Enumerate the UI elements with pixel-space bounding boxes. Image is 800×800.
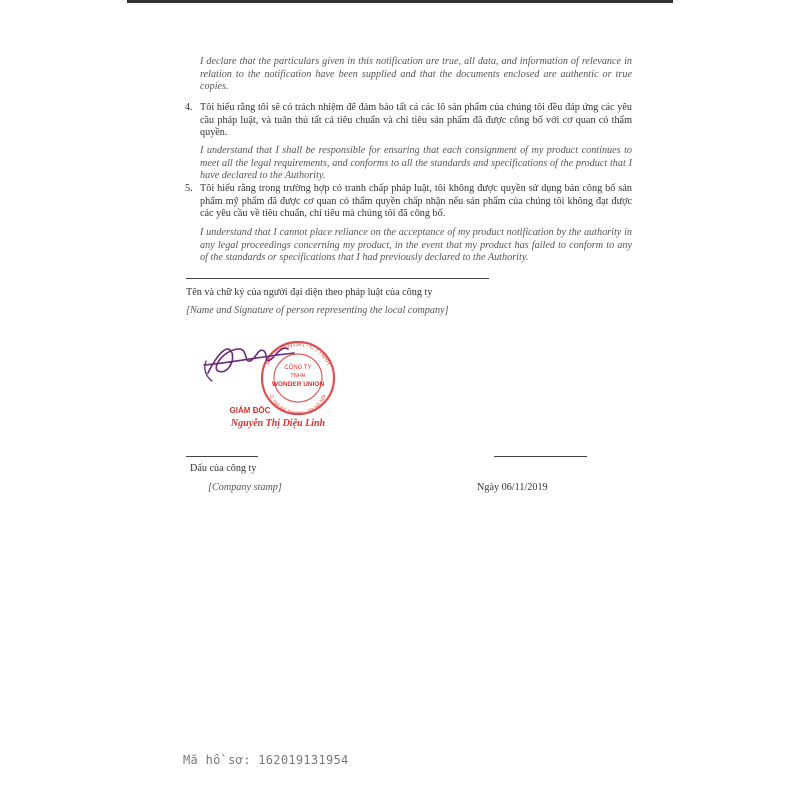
item-4-en: I understand that I shall be responsible for ensuring that each consignment of my product continues to meet all the legal requirements, and conforms to all the standards and specifications of the product that I have declared to the Authority. [200,145,632,182]
item-5-number: 5. [185,183,193,194]
signer-name: Nguyễn Thị Diệu Linh [230,418,326,429]
stamp-top-text: MST 0104091341 - C.T.TNHH [265,341,331,366]
company-seal-icon [198,333,368,433]
signature-rule [186,278,489,279]
company-stamp-rule [186,456,258,457]
svg-text:Q. HAI BÀ TRƯNG - TP. HÀ NỘI [268,394,328,417]
signature-label-vi: Tên và chữ ký của người đại diện theo pháp luật của công ty [186,287,433,298]
date-rule [494,456,587,457]
company-stamp-label-vi: Dấu của công ty [190,463,257,474]
date-text: Ngày 06/11/2019 [477,482,548,493]
item-4-vi: Tôi hiểu rằng tôi sẽ có trách nhiệm để đảm bảo tất cả các lô sản phẩm của chúng tôi đều đáp ứng các yêu cầu pháp luật, và tuân thủ tất cả tiêu chuẩn và chỉ tiêu sản phẩm đã được công bố với cơ quan có thẩm quyền. [200,102,632,139]
filing-number: Mã hồ sơ: 162019131954 [183,753,349,767]
stamp-bottom-text: Q. HAI BÀ TRƯNG - TP. HÀ NỘI [267,393,329,418]
item-4-number: 4. [185,102,193,113]
stamp-center-line-3: WONDER UNION [271,381,325,388]
stamp-center-line-2: TNHH [290,373,306,379]
declaration-intro-en: I declare that the particulars given in this notification are true, all data, and information of relevance in relation to the notification have been supplied and that the documents enclosed are authentic or true copies. [200,56,632,93]
signer-title: GIÁM ĐỐC [229,406,271,415]
stamp-center-line-1: CÔNG TY [284,365,312,371]
signature-label-en: [Name and Signature of person representing the local company] [186,305,449,316]
item-5-vi: Tôi hiểu rằng trong trường hợp có tranh chấp pháp luật, tôi không được quyền sử dụng bản công bố sản phẩm mỹ phẩm đã được cơ quan có thẩm quyền chấp nhận nếu sản phẩm của chúng tôi không đạt được các yêu cầu về tiêu chuẩn, chỉ tiêu mà chúng tôi đã công bố. [200,183,632,220]
company-stamp-label-en: [Company stamp] [208,482,282,493]
item-5-en: I understand that I cannot place reliance on the acceptance of my product notification by the authority in any legal proceedings concerning my product, in the event that my product has failed to conform to any of the standards or specifications that I had previously declared to the Authority. [200,227,632,264]
company-seal-and-signature [198,333,368,433]
